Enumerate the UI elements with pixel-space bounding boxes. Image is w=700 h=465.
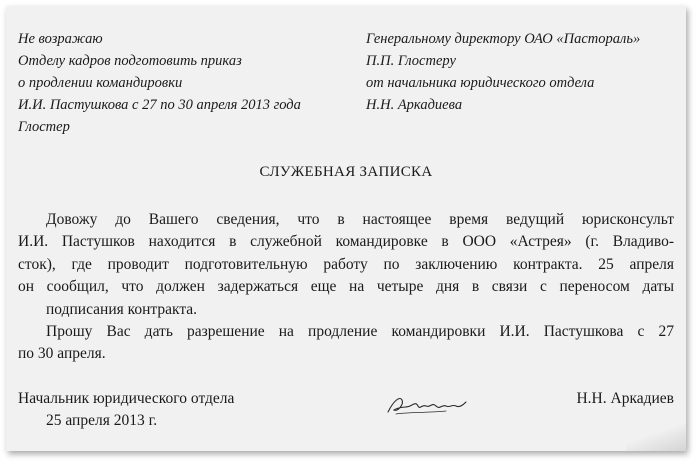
resolution-line: Глостер [18, 119, 70, 135]
signing-date: 25 апреля 2013 г. [46, 412, 158, 429]
resolution-line: Не возражаю [18, 31, 103, 47]
body-line: сток), где проводит подготовительную работу по заключению контракта. 25 апреля [18, 255, 674, 273]
signer-position: Начальник юридического отдела [18, 390, 235, 407]
page-curl-shadow [626, 423, 686, 451]
document-title: СЛУЖЕБНАЯ ЗАПИСКА [259, 164, 433, 180]
body-line: он сообщил, что должен задержаться еще на четыре дня в связи с переносом даты [18, 278, 674, 296]
handwritten-signature [386, 394, 468, 418]
memo-sheet [6, 6, 686, 451]
resolution-line: Отделу кадров подготовить приказ [18, 53, 242, 69]
addressee-line: П.П. Глостеру [366, 53, 456, 69]
memo-body [18, 209, 674, 366]
resolution-block [18, 28, 301, 138]
body-line: Прошу Вас дать разрешение на продление командировки И.И. Пастушкова с 27 [46, 323, 674, 341]
signer-name: Н.Н. Аркадиев [576, 390, 674, 407]
body-line: И.И. Пастушков находится в служебной командировке в ООО «Астрея» (г. Владиво- [18, 233, 674, 251]
resolution-line: о продлении командировки [18, 75, 183, 91]
body-line: по 30 апреля. [18, 345, 106, 363]
resolution-line: И.И. Пастушкова с 27 по 30 апреля 2013 года [18, 97, 301, 113]
addressee-block [366, 28, 640, 116]
addressee-line: от начальника юридического отдела [366, 75, 595, 91]
addressee-line: Н.Н. Аркадиева [366, 97, 463, 113]
addressee-line: Генеральному директору ОАО «Пасторaль» [366, 31, 641, 47]
body-line: Довожу до Вашего сведения, что в настоящее время ведущий юрисконсульт [46, 211, 674, 228]
body-line: подписания контракта. [46, 300, 198, 318]
